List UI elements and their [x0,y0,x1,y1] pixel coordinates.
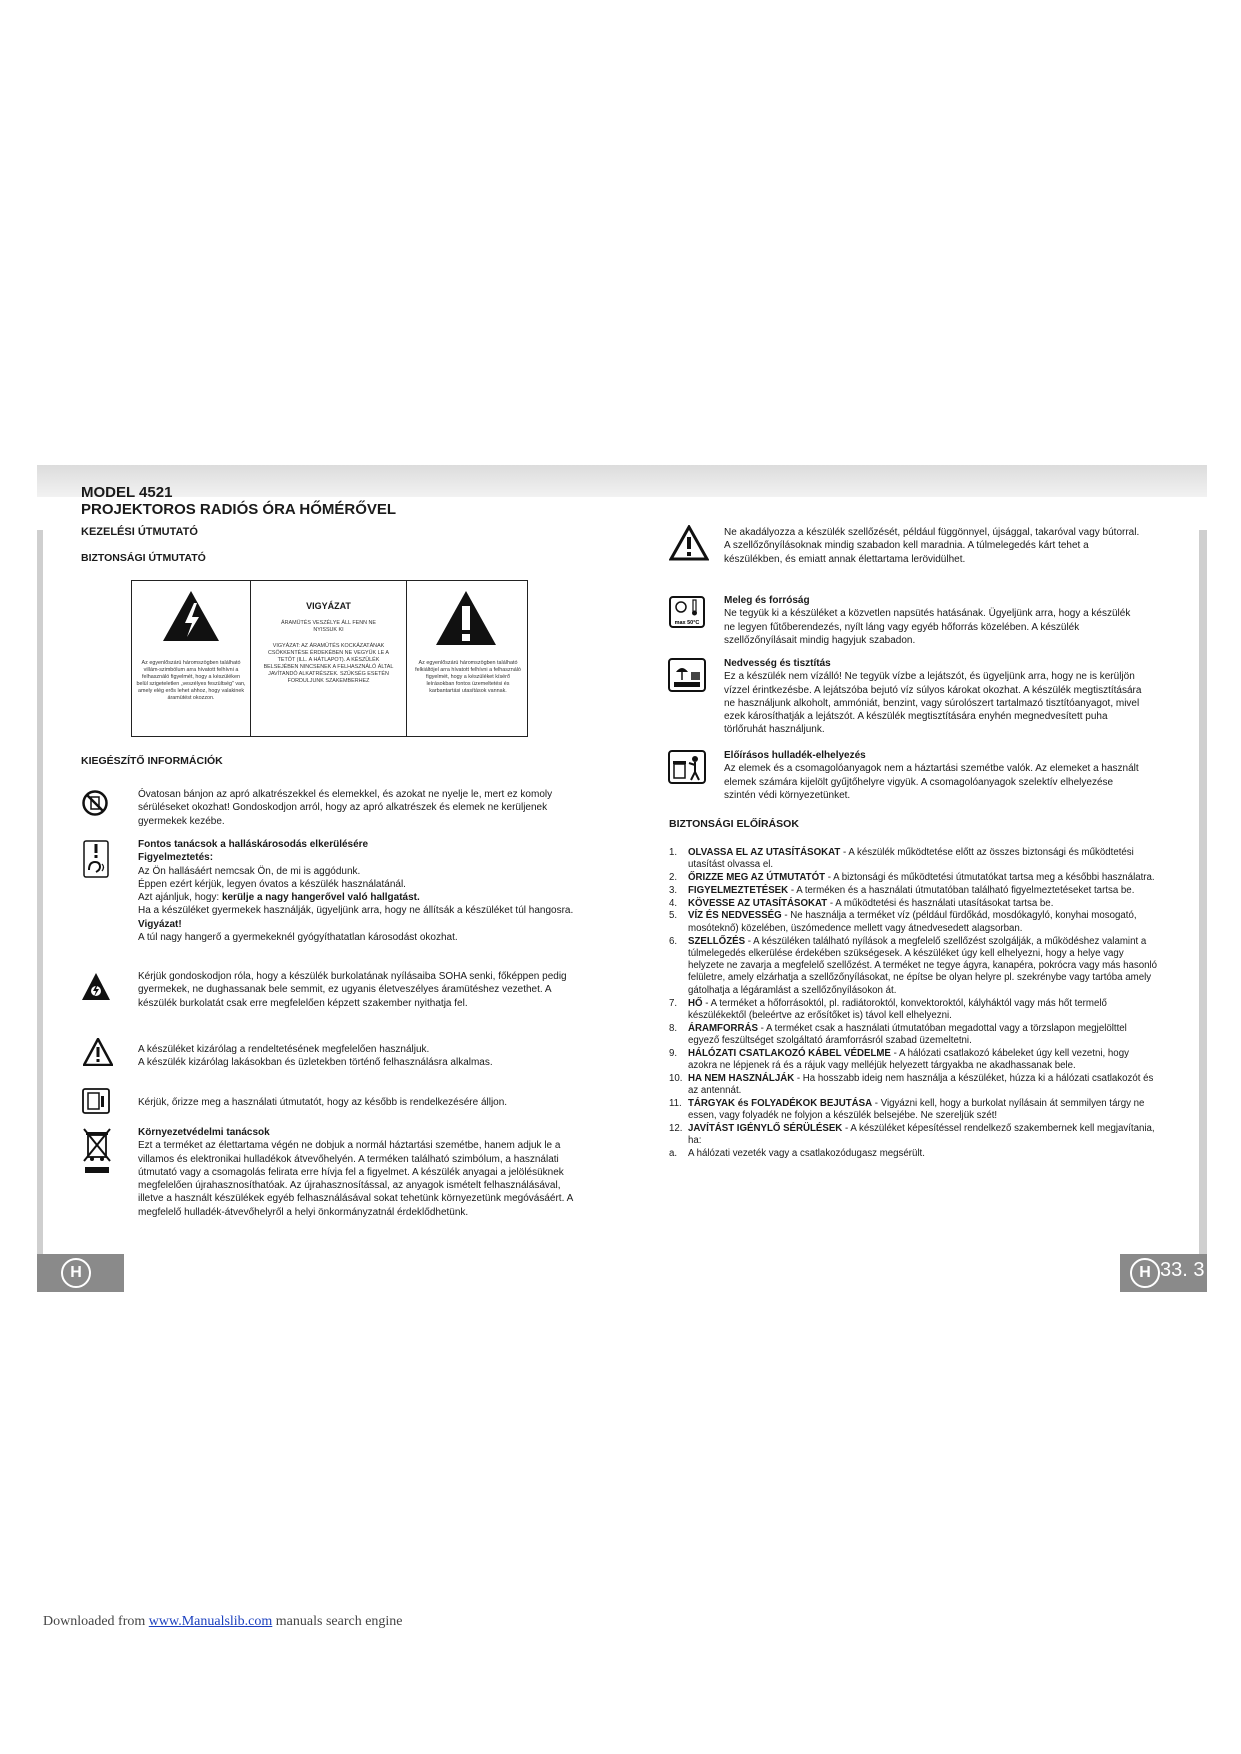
moisture-section [724,657,1144,737]
regulation-number: 12. [669,1123,683,1135]
regulation-text: - Ha hosszabb ideig nem használja a készüléket, húzza ki a hálózati csatlakozót és az antennát. [688,1072,1154,1097]
manual-subtitle: KEZELÉSI ÚTMUTATÓ [81,526,198,538]
regulation-number: 6. [669,935,678,947]
left-margin-strip [37,530,43,1255]
regulation-heading: SZELLŐZÉS [688,935,746,947]
regulation-heading: JAVÍTÁST IGÉNYLŐ SÉRÜLÉSEK [688,1123,843,1135]
regulation-number: 8. [669,1022,678,1034]
regulation-text: - A terméket a hőforrásoktól, pl. radiátoroktól, konvektoroktól, kályháktól vagy más hőt termelő készülékektől (beleértve az erősítőket is) távol kell elhelyezni. [688,997,1107,1021]
regulation-heading: ŐRIZZE MEG AZ ÚTMUTATÓT [688,872,826,884]
regulation-heading: FIGYELMEZTETÉSEK [688,884,789,896]
hearing-warning-icon [83,840,109,878]
heat-icon [669,596,705,628]
regulation-text: - Vigyázni kell, hogy a burkolat nyílásain át semmilyen tárgy ne essen, vagy folyadék ne folyjon a készülék belsejébe. Ne szereljük szét! [688,1097,1145,1122]
ventilation-text: Ne akadályozza a készülék szellőzését, például függönnyel, újsággal, takaróval vagy bútorral. A szellőzőnyílásoknak mindig szabadon kell maradnia. A túlmelegedés kárt tehet a készülékben, és emiatt annak élettartama lerövidülhet. [724,527,1140,565]
regulation-text: - A készüléken található nyílások a megfelelő szellőzést szolgálják, a működéshez valamint a túlmelegedés elkerülése érdekében szükségesek. A készüléket úgy kell elhelyezni, hogy a helye vagy helyzete ne zavarja a megfelelő szellőzést. A terméket ne tegye ágyra, kanapéra, pokrócra vagy más hasonló felületre, amely elzárhatja a szellőzőnyílásokat, ne építse be olyan helyre pl. szekrénybe vagy tartóba amely gátolhatja a légáramlást a szellőzőnyílásokon át. [688,935,1158,996]
usage-line-1: A készüléket kizárólag a rendeltetésének megfelelően használjuk. [138,1044,430,1055]
regulation-item [669,885,1159,897]
waste-text: Az elemek és a csomagolóanyagok nem a háztartási szemétbe valók. Az elemeket a használt elemek számára kijelölt gyűjtőhelyre vigyük. A csomagolóanyagok szelektív elhelyezése szintén védi környezetünket. [724,763,1139,801]
download-footer [43,1614,403,1630]
regulation-number: 3. [669,884,678,896]
warning-center-text-2: VIGYÁZAT: AZ ÁRAMÜTÉS KOCKÁZATÁNAK CSÖKKENTÉSE ÉRDEKÉBEN NE VEGYÜK LE A TETŐT (ILL. A HÁTLAPOT). A KÉSZÜLÉK BELSEJÉBEN NINCSENEK A FELHASZNÁLÓ ÁLTAL JAVÍTANDÓ ALKATRÉSZEK. SZÜKSÉG ESETÉN FORDULJUNK SZAKEMBERHEZ [263,643,394,684]
right-language-badge: H [1130,1258,1160,1288]
header-band [37,465,1207,497]
hearing-line-4: Ha a készüléket gyermekek használják, ügyeljünk arra, hogy ne állítsák a készüléket túl hangosra. [138,905,574,917]
manualslib-link[interactable]: www.Manualslib.com [148,1614,273,1629]
warning-center-title: VIGYÁZAT [306,601,351,611]
regulation-text: - A készüléket képesítéssel rendelkező szakembernek kell megjavítania, ha: [688,1123,1155,1147]
safety-guide-title: BIZTONSÁGI ÚTMUTATÓ [81,552,206,564]
regulation-number: 2. [669,872,678,884]
regulation-heading: HŐ [688,997,703,1009]
regulation-item [669,1098,1159,1123]
regulation-heading: VÍZ ÉS NEDVESSÉG [688,910,782,922]
regulation-text: - Ne használja a terméket víz (például fürdőkád, mosdókagyló, konyhai mosogató, mosóteknő) közelében, üszómedence mellett vagy átnedvesedett alagsorban. [688,910,1137,934]
regulation-heading: HA NEM HASZNÁLJÁK [688,1072,795,1084]
regulation-number: 10. [669,1072,683,1084]
warning-box [131,580,528,737]
regulation-item [669,1048,1159,1073]
regulation-text: - A terméket csak a használati útmutatóban megadottal vagy a törzslapon megjelölttel egyező feszültséget szolgáltató áramforrásról szabad üzemeltetni. [688,1022,1127,1046]
regulation-heading: ÁRAMFORRÁS [688,1022,758,1034]
right-margin-strip [1199,530,1207,1255]
safety-regulations-list [669,847,1159,1161]
right-page-footer [1120,1254,1207,1292]
regulation-text: - A biztonsági és működtetési útmutatókat tartsa meg a későbbi használatra. [825,872,1155,884]
lightning-warning-icon [161,589,221,643]
regulation-item [669,910,1159,935]
heat-text: Ne tegyük ki a készüléket a közvetlen napsütés hatásának. Ügyeljünk arra, hogy a készülék ne legyen fűtőberendezés, nyílt láng vagy egyéb hőforrás közelében. A készülék szellőzőnyílásait mindig hagyjuk szabadon. [724,608,1131,646]
regulation-item [669,872,1159,884]
warning-cell-exclamation [407,581,527,736]
regulation-item [669,1123,1159,1148]
left-page-footer [37,1254,124,1292]
regulation-heading: TÁRGYAK és FOLYADÉKOK BEJUTÁSA [688,1097,873,1109]
download-suffix: manuals search engine [272,1614,403,1629]
warning-center-text-1: ÁRAMÜTÉS VESZÉLYE ÁLL FENN NE NYISSUK KI [281,620,376,633]
regulation-item [669,1073,1159,1098]
safety-regulations-title: BIZTONSÁGI ELŐÍRÁSOK [669,818,799,830]
hearing-warning-label: Figyelmeztetés: [138,852,214,864]
regulation-item [669,1023,1159,1048]
extra-info-title: KIEGÉSZÍTŐ INFORMÁCIÓK [81,755,223,767]
hearing-line-3a: Azt ajánljuk, hogy: [138,892,222,904]
hearing-line-5: A túl nagy hangerő a gyermekeknél gyógyíthatatlan károsodást okozhat. [138,932,458,944]
no-small-parts-icon [82,790,108,816]
regulation-number: a. [669,1148,678,1160]
ventilation-warning-icon [669,525,709,561]
left-language-badge: H [61,1258,91,1288]
regulation-text: A hálózati vezeték vagy a csatlakozódugasz megsérült. [688,1148,925,1160]
hearing-title: Fontos tanácsok a halláskárosodás elkerülésére [138,839,369,850]
heat-section [724,594,1144,647]
hearing-line-2: Éppen ezért kérjük, legyen óvatos a készülék használatánál. [138,878,406,890]
usage-line-2: A készülék kizárólag lakásokban és üzletekben történő felhasználásra alkalmas. [138,1057,493,1069]
regulation-number: 11. [669,1097,682,1109]
regulation-number: 1. [669,847,678,858]
moisture-title: Nedvesség és tisztítás [724,658,831,669]
heat-title: Meleg és forróság [724,595,810,606]
model-title: MODEL 4521 [81,484,173,501]
regulation-heading: OLVASSA EL AZ UTASÍTÁSOKAT [688,847,841,858]
usage-text [138,1043,578,1070]
regulation-item [669,936,1159,997]
regulation-item [669,998,1159,1023]
regulation-text: - A terméken és a használati útmutatóban található figyelmeztetéseket tartsa be. [788,884,1135,896]
warning-cell-center [251,581,407,736]
recycling-disposal-icon [668,750,706,784]
hearing-line-1: Az Ön hallásáért nemcsak Ön, de mi is aggódunk. [138,865,361,877]
download-prefix: Downloaded from [43,1614,149,1629]
regulation-text: - A készülék működtetése előtt az összes biztonsági és működtetési utasítást olvassa el. [688,847,1134,871]
regulation-heading: KÖVESSE AZ UTASÍTÁSOKAT [688,897,828,909]
hearing-attention-label: Vigyázat! [138,918,182,930]
regulation-heading: HÁLÓZATI CSATLAKOZÓ KÁBEL VÉDELME [688,1047,891,1059]
waste-section [724,749,1144,802]
regulation-text: - A működtetési és használati utasításokat tartsa be. [827,897,1054,909]
moisture-text: Ez a készülék nem vízálló! Ne tegyük vízbe a lejátszót, és ügyeljünk arra, hogy ne is kerüljön vízzel érintkezésbe. A lejátszóba bejutó víz súlyos károkat okozhat. A készülék megtisztítására ne használjunk alkoholt, ammóniát, benzint, vagy súrolószert tartalmazó tisztítóanyagot, mivel ezek károsíthatják a lejátszót. A készülék megtisztítására enyhén megnedvesített puha törlőruhát használjunk. [724,671,1142,736]
electric-shock-icon [81,972,111,1002]
hearing-line-3b: kerülje a nagy hangerővel való hallgatást. [221,892,420,904]
environment-section [138,1126,578,1219]
regulation-item [669,1148,1159,1160]
page-number: 33. 3 [1160,1259,1205,1281]
regulation-number: 9. [669,1047,678,1059]
weee-bin-icon [82,1127,112,1175]
exclamation-warning-icon [434,589,498,647]
warning-lightning-text: Az egyenlőszárú háromszögben található villám-szimbólum arra hívatott felhívni a felhasználó figyelmét, hogy a készüléken belül szigeteletlen „veszélyes feszültség” van, amely elég erős lehet ahhoz, hogy valakinek áramütést okozzon. [136,660,246,701]
regulation-item [669,898,1159,910]
openings-text: Kérjük gondoskodjon róla, hogy a készülék burkolatának nyílásaiba SOHA senki, főképpen pedig gyermekek, ne dughassanak bele semmit, ez ugyanis életveszélyes áramütéshez vezethet. A készülék burkolatát csak erre megfelelően képzett szakember nyithatja fel. [138,971,567,1009]
small-parts-text: Óvatosan bánjon az apró alkatrészekkel és elemekkel, és azokat ne nyelje le, mert ez komoly sérüléseket okozhat! Gondoskodjon arról, hogy az apró alkatrészek és elemek ne kerüljenek gyermekek kezébe. [138,789,553,827]
moisture-cleaning-icon [668,658,706,692]
product-title: PROJEKTOROS RADIÓS ÓRA HŐMÉRŐVEL [81,501,397,518]
warning-cell-lightning [132,581,251,736]
heat-icon-label: max 50°C [674,620,700,626]
manual-book-icon [82,1088,110,1114]
environment-text: Ezt a terméket az élettartama végén ne dobjuk a normál háztartási szemétbe, hanem adjuk le a villamos és elektronikai hulladékok átvevőhelyén. A terméken található szimbólum, a használati útmutató vagy a csomagolás felirata erre hívja fel a figyelmet. A készülék anyagai a jelölésüknek megfelelően újrahasznosíthatóak. Az újrahasznosítással, az anyagok ismételt felhasználásával, illetve a használt készülékek egyéb felhasználásával sokat tehetünk környezetünk megóvásáért. A megfelelő hulladék-átvevőhelyről a helyi önkormányzatnál érdeklődhetünk. [138,1140,573,1218]
waste-title: Előírásos hulladék-elhelyezés [724,750,866,761]
warning-exclamation-text: Az egyenlőszárú háromszögben található felkiáltójel arra hívatott felhívni a felhasználó figyelmét, hogy a készüléket kísérő leírásokban fontos üzemeltetési és karbantartási utasítások vannak. [415,660,521,694]
caution-icon [83,1038,113,1066]
hearing-section [138,838,578,944]
regulation-number: 7. [669,997,678,1009]
regulation-item [669,847,1159,872]
environment-title: Környezetvédelmi tanácsok [138,1127,270,1138]
manual-keep-text: Kérjük, őrizze meg a használati útmutatót, hogy az később is rendelkezésére álljon. [138,1097,508,1108]
hearing-line-3 [138,891,578,904]
regulation-number: 5. [669,910,678,922]
regulation-text: - A hálózati csatlakozó kábeleket úgy kell vezetni, hogy azokra ne lépjenek rá és a rájuk vagy melléjük helyezett tárgyakba ne akadhassanak bele. [688,1047,1129,1072]
regulation-number: 4. [669,897,678,909]
